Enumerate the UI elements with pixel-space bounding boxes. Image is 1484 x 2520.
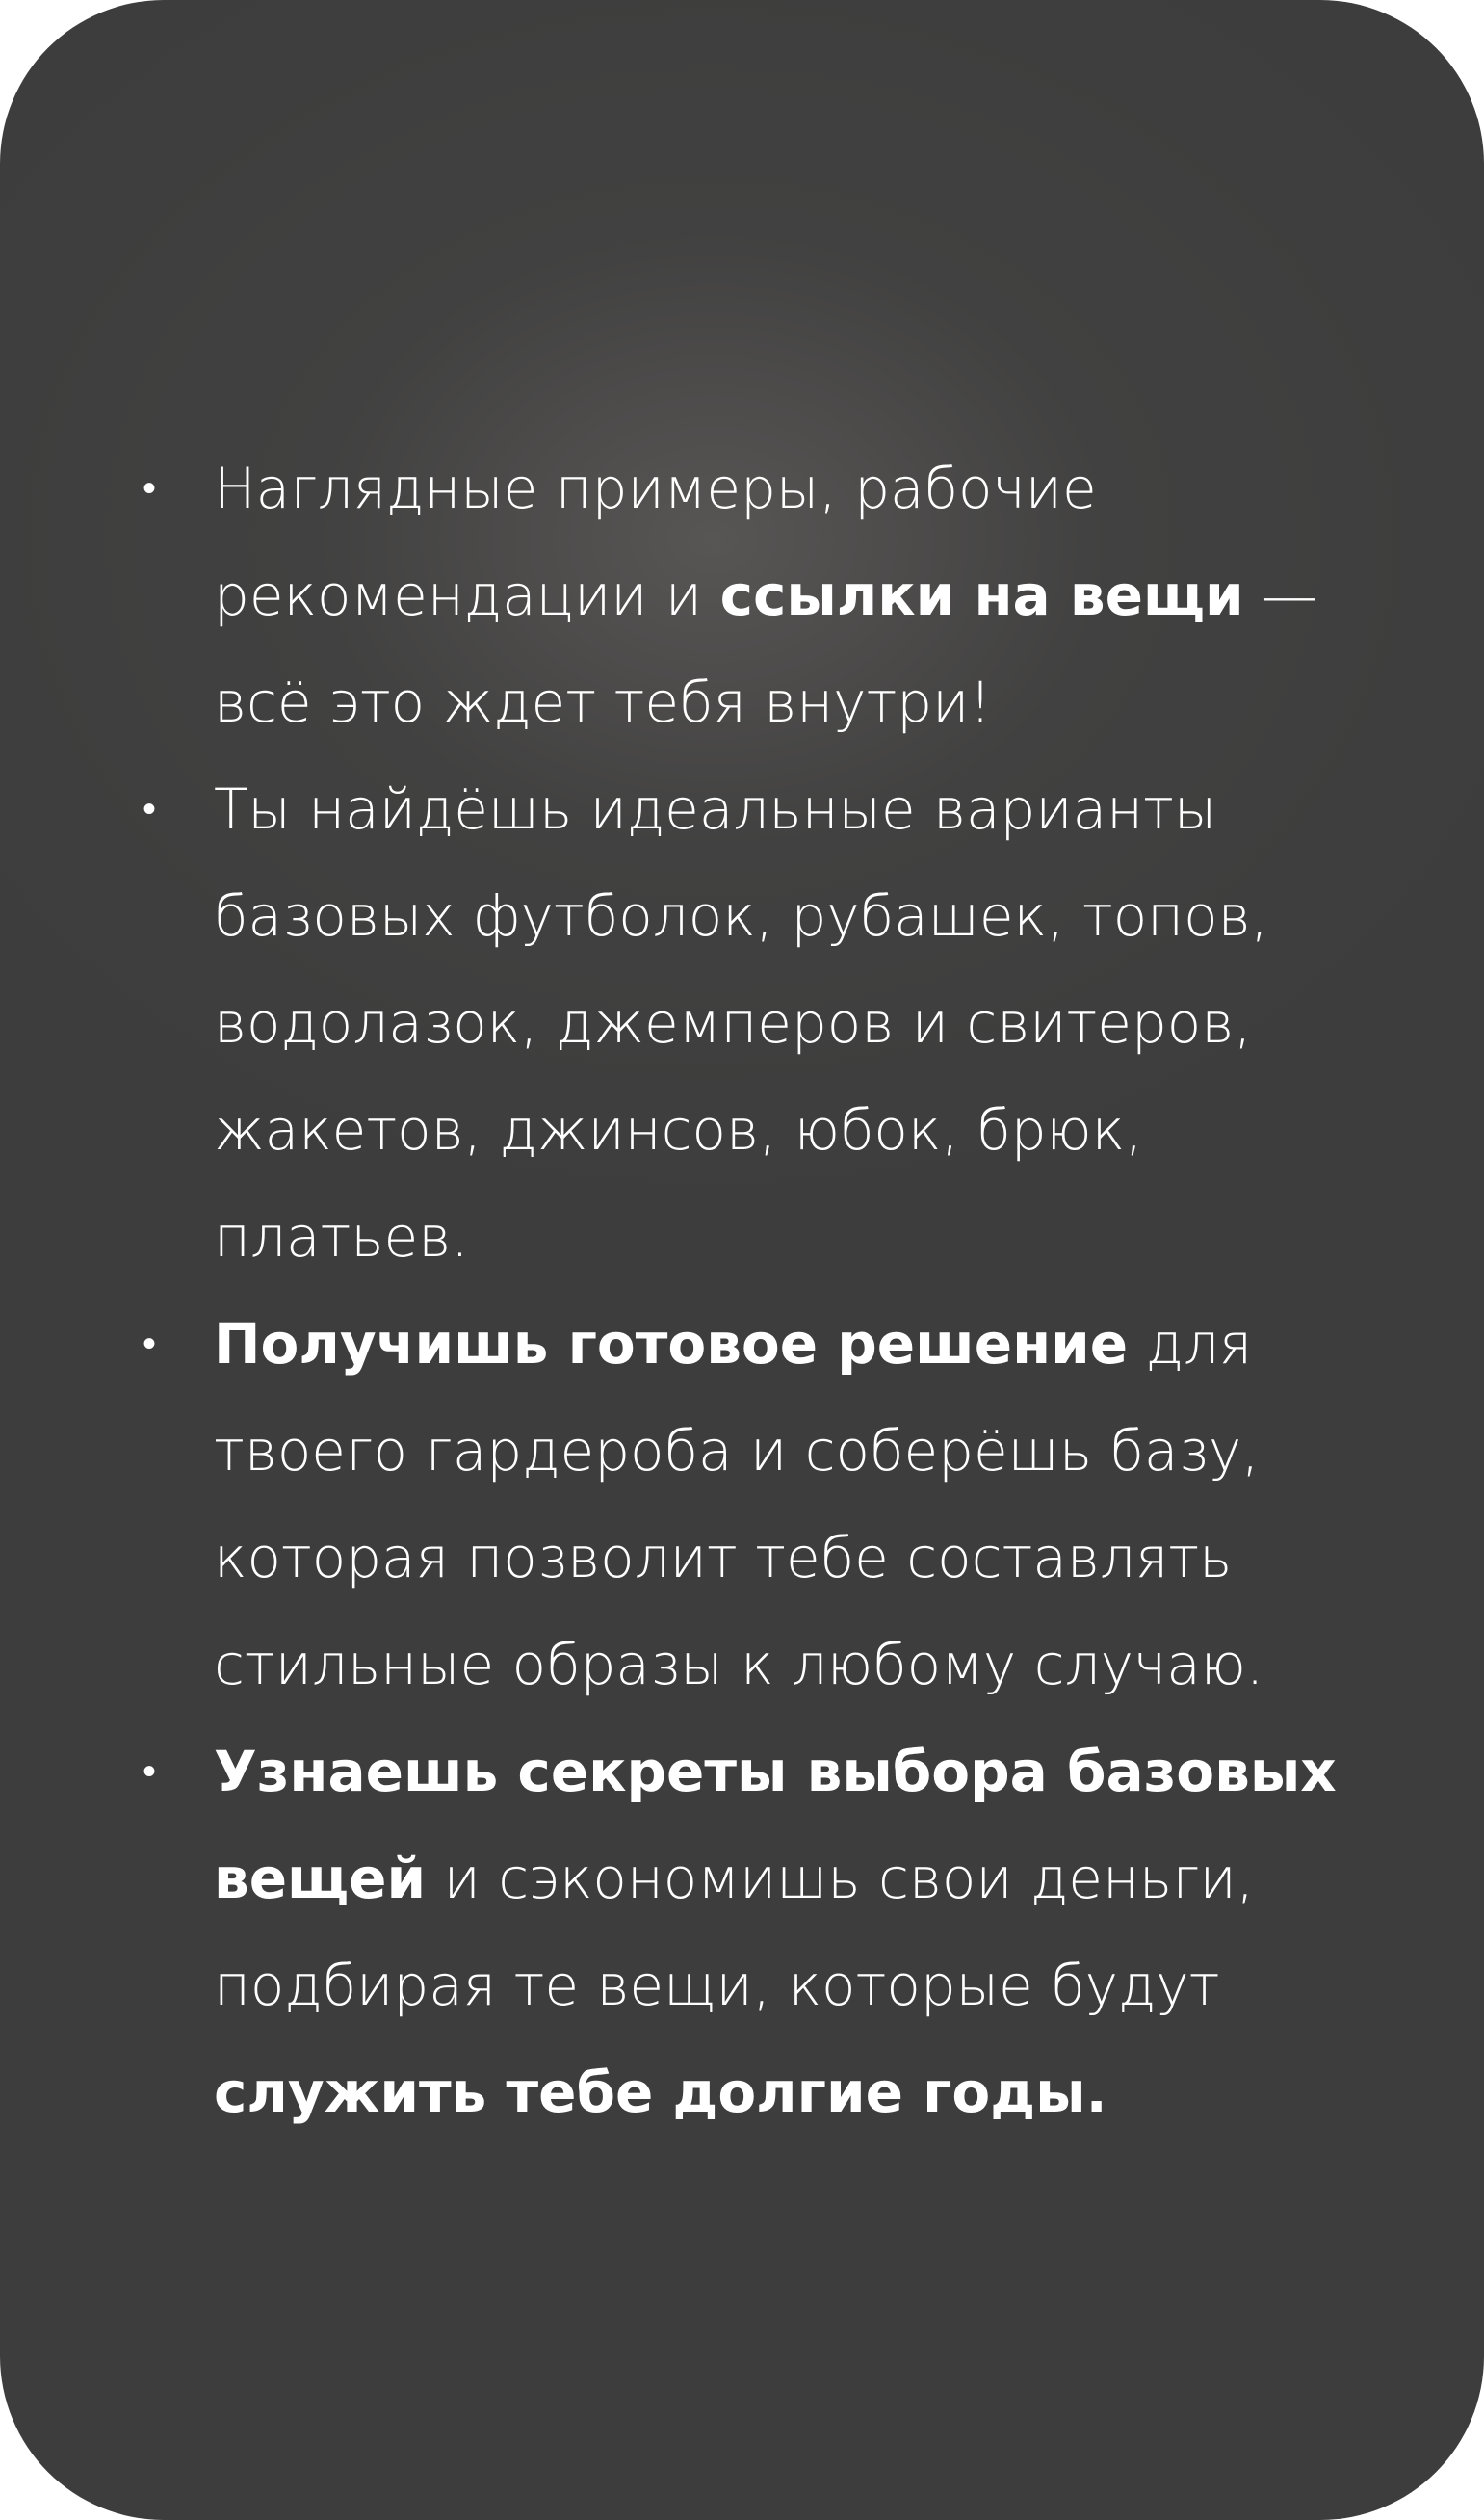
list-item (135, 1291, 1348, 1719)
bullet-dot-icon: • (143, 466, 157, 511)
bullet-dot-icon: • (143, 787, 157, 831)
list-item-text: Наглядные примеры, рабочие рекомендации и (214, 456, 1097, 628)
list-item-text: и сэкономишь свои деньги, подбирая те вещи, которые будут (214, 1846, 1255, 2018)
list-item-text-bold: ссылки на вещи (719, 563, 1244, 628)
list-item (135, 1719, 1348, 2146)
list-item-text: Ты найдёшь идеальные варианты базовых футболок, рубашек, топов, водолазок, джемперов и свитеров, жакетов, джинсов, юбок, брюк, платьев. (214, 776, 1269, 1270)
benefits-list (135, 435, 1348, 2146)
list-item (135, 435, 1348, 756)
list-item (135, 756, 1348, 1291)
list-item-text-bold: служить тебе долгие годы. (214, 2060, 1107, 2125)
bullet-dot-icon: • (143, 1322, 157, 1366)
bullet-dot-icon: • (143, 1749, 157, 1794)
list-item-text-bold: Получишь готовое решение (214, 1311, 1129, 1377)
list-item-text: для твоего гардероба и соберёшь базу, которая позволит тебе составлять стильные образы к любому случаю. (214, 1311, 1264, 1697)
list-item-text: — всё это ждет тебя внутри! (214, 563, 1318, 735)
list-item-text-bold: Узнаешь секреты выбора базовых вещей (214, 1739, 1337, 1911)
